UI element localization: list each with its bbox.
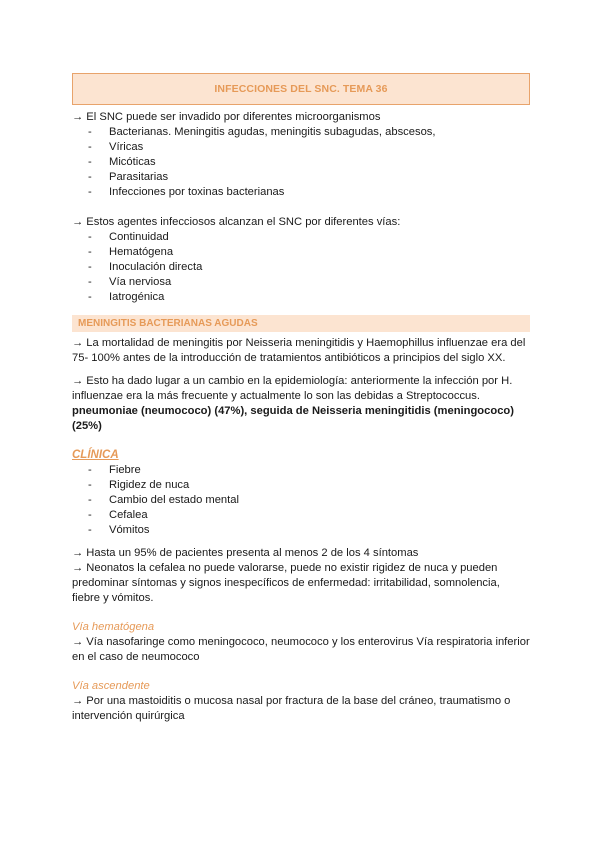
intro-lead: → El SNC puede ser invadido por diferentes microorganismos [72, 111, 381, 123]
list-item: - Vómitos [72, 523, 530, 538]
list-item: - Continuidad [72, 230, 530, 245]
list-item: - Bacterianas. Meningitis agudas, meningitis subagudas, abscesos, [72, 125, 530, 140]
section-heading: MENINGITIS BACTERIANAS AGUDAS [78, 318, 258, 329]
list-item: - Vía nerviosa [72, 275, 530, 290]
section-paragraph-2-bold: pneumoniae (neumococo) (47%), seguida de Neisseria meningitidis (meningococo) (25%) [72, 405, 514, 432]
section-paragraph-2 [72, 374, 530, 434]
list-item: - Infecciones por toxinas bacterianas [72, 185, 530, 200]
section-paragraph-1: → La mortalidad de meningitis por Neisseria meningitidis y Haemophillus influenzae era del 75- 100% antes de la introducción de tratamientos antibióticos a principios del siglo XX. [72, 337, 526, 364]
list-item: - Hematógena [72, 245, 530, 260]
list-item: - Cambio del estado mental [72, 493, 530, 508]
section-heading-bar [72, 315, 530, 332]
ascendente-heading: Vía ascendente [72, 680, 150, 692]
routes-lead: → Estos agentes infecciosos alcanzan el SNC por diferentes vías: [72, 216, 401, 228]
list-item: - Inoculación directa [72, 260, 530, 275]
page-title: INFECCIONES DEL SNC. TEMA 36 [214, 83, 388, 95]
hematogena-heading: Vía hematógena [72, 621, 155, 633]
routes-list [72, 230, 530, 305]
title-box [72, 73, 530, 105]
list-item: - Iatrogénica [72, 290, 530, 305]
clinica-paragraph-2: → Neonatos la cefalea no puede valorarse, puede no existir rigidez de nuca y pueden predominar síntomas y signos inespecíficos de enfermedad: irritabilidad, somnolencia, fiebre y vómitos. [72, 562, 500, 604]
list-item: - Parasitarias [72, 170, 530, 185]
clinica-heading: CLÍNICA [72, 449, 119, 461]
clinica-list [72, 463, 530, 538]
intro-list [72, 125, 530, 200]
hematogena-text: → Vía nasofaringe como meningococo, neumococo y los enterovirus Vía respiratoria inferior en el caso de neumococo [72, 636, 530, 663]
document-page [72, 73, 530, 724]
list-item: - Micóticas [72, 155, 530, 170]
list-item: - Fiebre [72, 463, 530, 478]
list-item: - Rigidez de nuca [72, 478, 530, 493]
list-item: - Cefalea [72, 508, 530, 523]
clinica-paragraph-1: → Hasta un 95% de pacientes presenta al menos 2 de los 4 síntomas [72, 547, 419, 559]
list-item: - Víricas [72, 140, 530, 155]
section-paragraph-2-text: → Esto ha dado lugar a un cambio en la epidemiología: anteriormente la infección por H. influenzae era la más frecuente y actualmente lo son las debidas a Streptococcus. [72, 375, 513, 402]
ascendente-text: → Por una mastoiditis o mucosa nasal por fractura de la base del cráneo, traumatismo o intervención quirúrgica [72, 695, 511, 722]
